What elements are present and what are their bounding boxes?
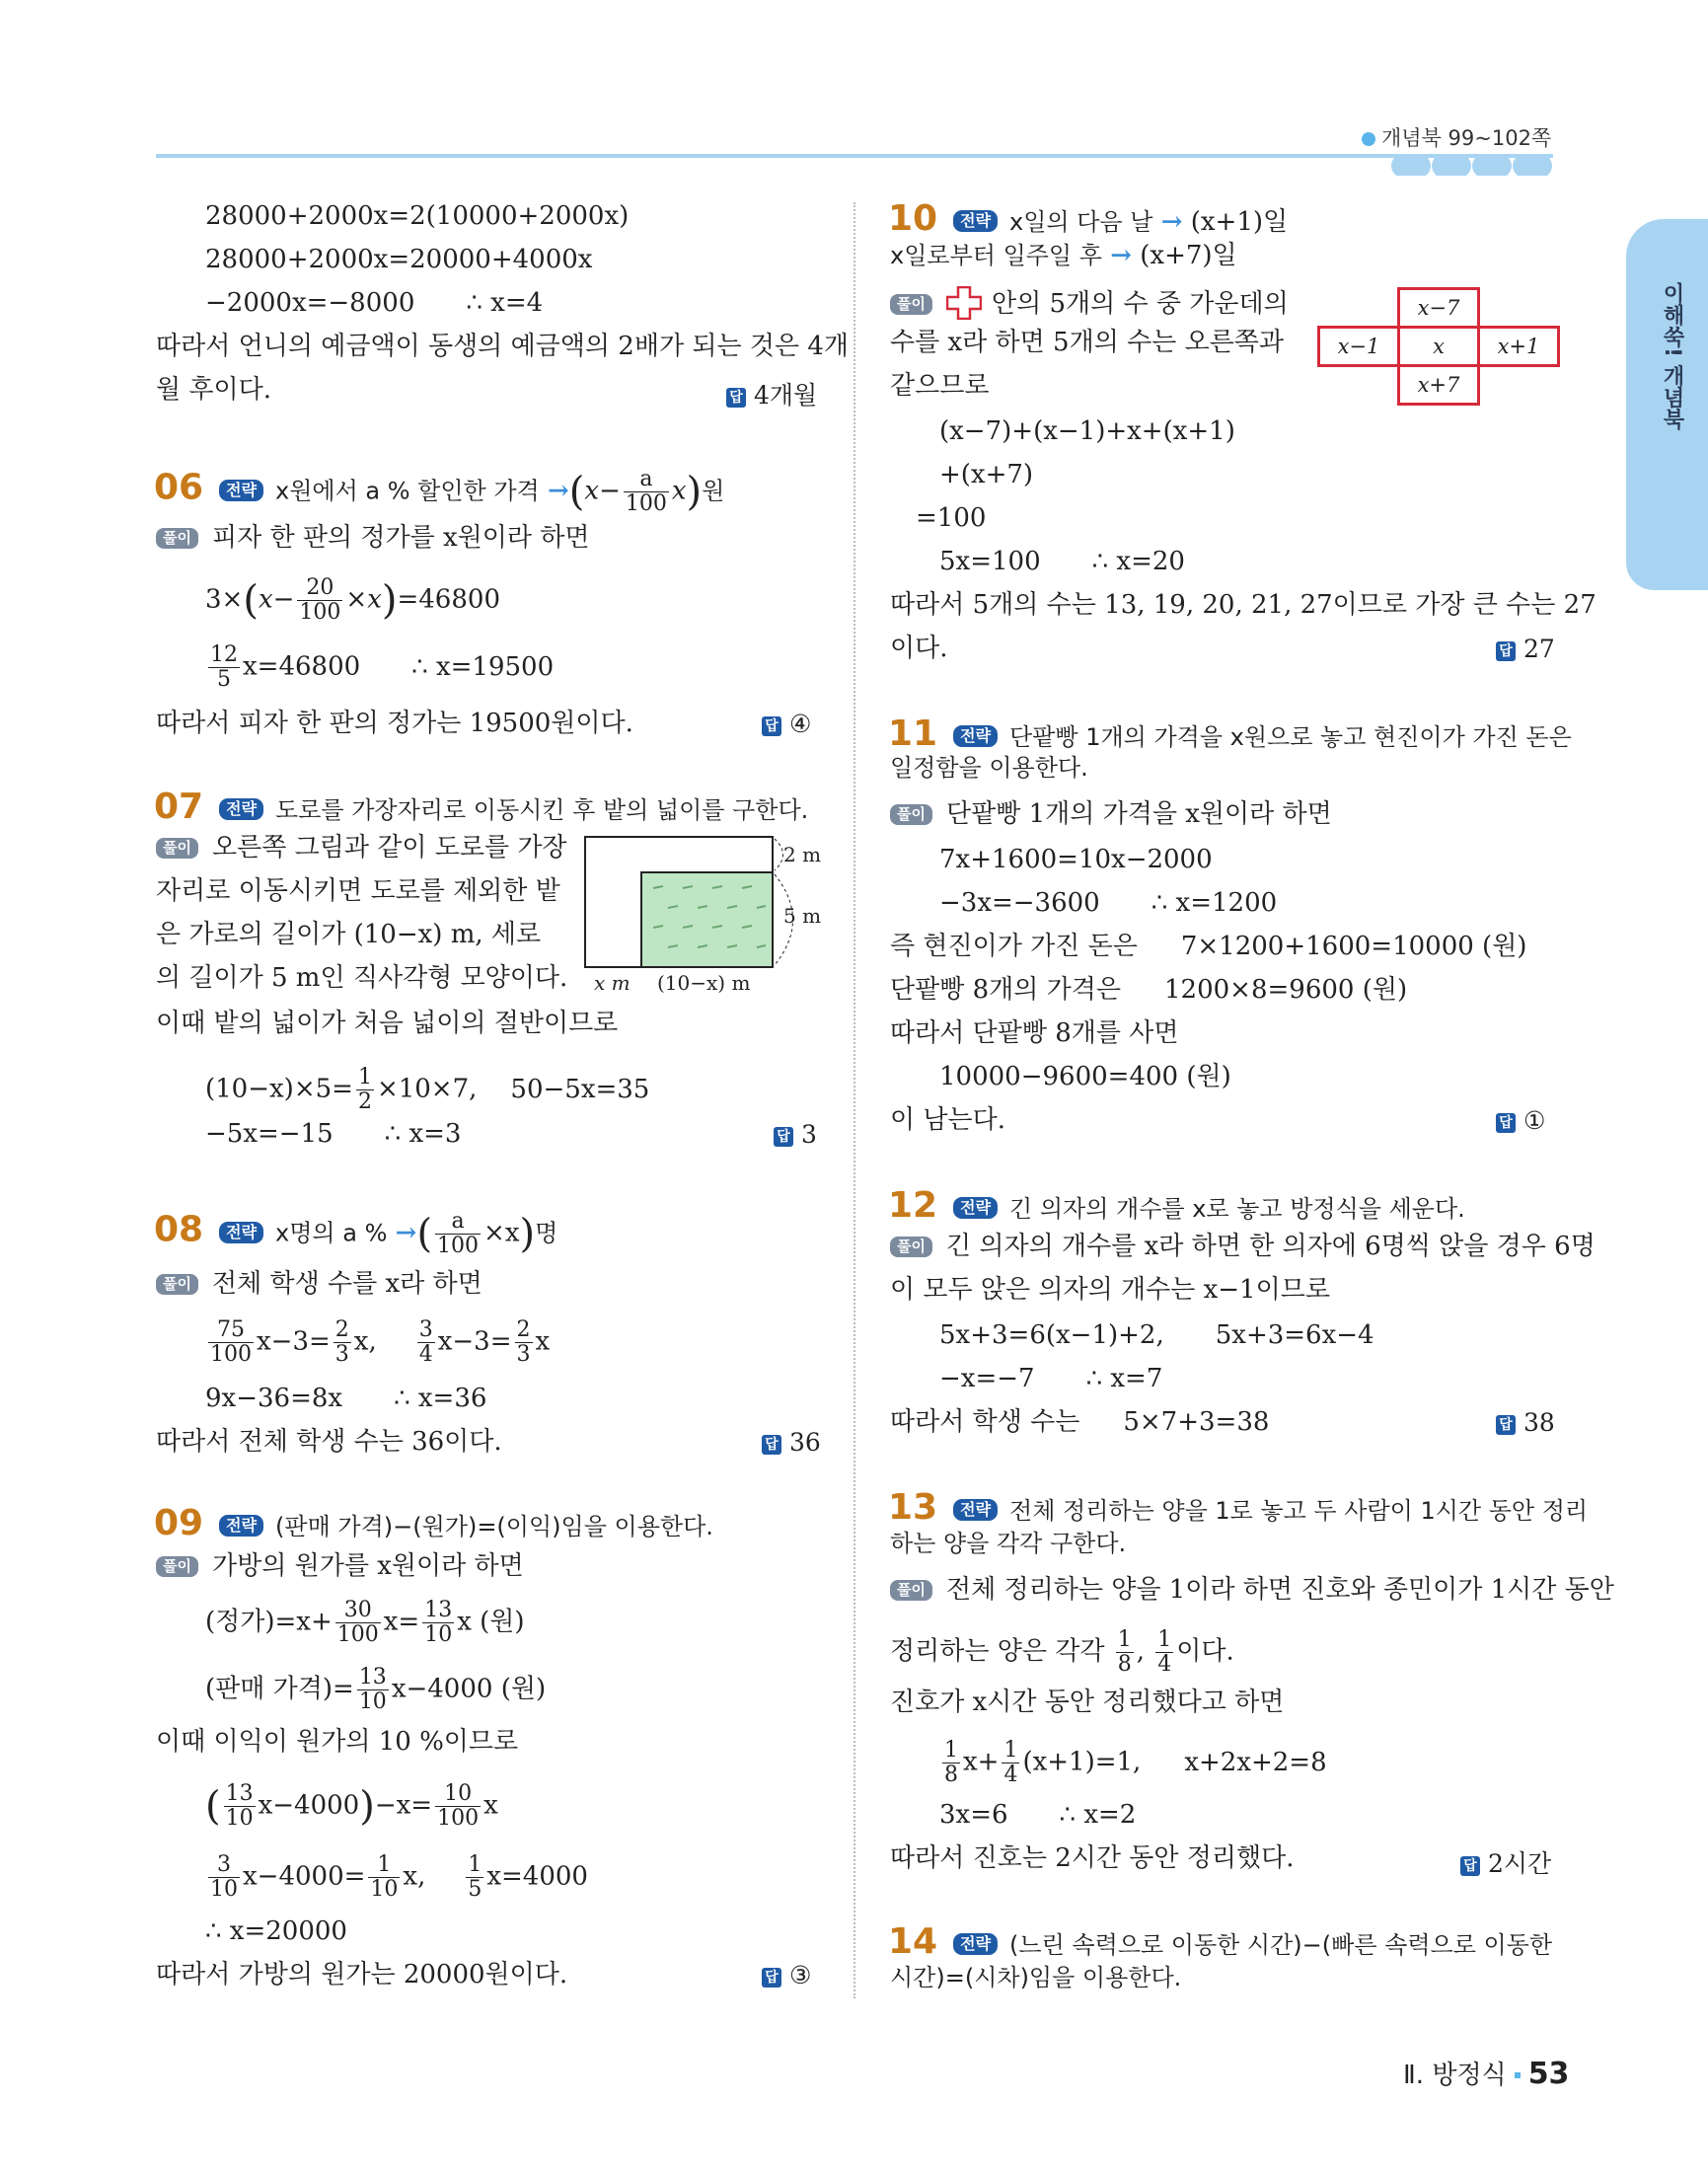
solution: 풀이 긴 의자의 개수를 x라 하면 한 의자에 6명씩 앉을 경우 6명 xyxy=(890,1234,1596,1259)
answer-badge-icon: 답 xyxy=(1496,1113,1516,1133)
calendar-cross-grid xyxy=(1317,287,1560,406)
eq-line: 9x−36=8x ∴ x=36 xyxy=(205,1384,487,1413)
eq-line: $\frac{12}{5}$ x=46800 ∴ x=19500 xyxy=(210,642,555,693)
conclusion: 따라서 전체 학생 수는 36이다. xyxy=(156,1427,502,1457)
eq-line: 3×(x− $\frac{20}{100}$ ×x)=46800 xyxy=(205,575,500,626)
eq-line: (10−x)×5= $\frac{1}{2}$ ×10×7, 50−5x=35 xyxy=(205,1065,650,1115)
fig-label: 5 m xyxy=(783,904,822,928)
text-line: 월 후이다. xyxy=(156,375,271,405)
fig-label: 2 m xyxy=(783,843,822,866)
arrow-icon: → xyxy=(1160,207,1183,237)
arrow-icon: → xyxy=(395,1218,417,1248)
problem-09-heading: 09 전략 (판매 가격)−(원가)=(이익)임을 이용한다. xyxy=(154,1503,713,1543)
answer-badge-icon: 답 xyxy=(1460,1856,1480,1876)
answer: 답 36 xyxy=(762,1428,821,1457)
strategy-line: x일로부터 일주일 후 → (x+7)일 xyxy=(890,241,1237,270)
solution: 풀이 가방의 원가를 x원이라 하면 xyxy=(156,1553,524,1579)
eq-line: 28000+2000x=2(10000+2000x) xyxy=(205,201,630,231)
strategy-line: 하는 양을 각각 구한다. xyxy=(890,1530,1127,1557)
eq-line: 28000+2000x=20000+4000x xyxy=(205,245,593,274)
grid-cell: x−7 xyxy=(1399,289,1479,328)
text-line: 즉 현진이가 가진 돈은 7×1200+1600=10000 (원) xyxy=(890,932,1527,961)
arrow-icon: → xyxy=(1110,241,1132,270)
eq-line: ∴ x=20000 xyxy=(205,1916,347,1946)
eq-line: (정가)=x+ $\frac{30}{100}$ x= $\frac{13}{10}$ x (원) xyxy=(205,1598,525,1648)
strategy-line: 일정함을 이용한다. xyxy=(890,754,1088,782)
conclusion: 따라서 가방의 원가는 20000원이다. xyxy=(156,1960,568,1989)
answer: 답 ④ xyxy=(762,710,811,738)
eq-line: 5x=100 ∴ x=20 xyxy=(939,547,1185,576)
column-divider xyxy=(854,202,855,1998)
fig-label: x m xyxy=(594,971,631,995)
solution: 풀이 오른쪽 그림과 같이 도로를 가장 xyxy=(156,835,567,861)
text-line: 따라서 언니의 예금액이 동생의 예금액의 2배가 되는 것은 4개 xyxy=(156,332,849,361)
eq-line: $\frac{3}{10}$ x−4000= $\frac{1}{10}$ x, $\frac{1}{5}$ x=4000 xyxy=(210,1852,588,1903)
solution: 풀이 피자 한 판의 정가를 x원이라 하면 xyxy=(156,525,589,551)
problem-08-heading: 08 전략 x명의 a % →( $\frac{a}{100}$ ×x)명 xyxy=(154,1209,558,1259)
solution: 풀이 전체 학생 수를 x라 하면 xyxy=(156,1271,483,1297)
eq-line: ( $\frac{13}{10}$ x−4000)−x= $\frac{10}{100}$ x xyxy=(205,1781,498,1832)
text-line: 정리하는 양은 각각 $\frac{1}{8}$ , $\frac{1}{4}$ 이다. xyxy=(890,1627,1234,1678)
grid-cell: x xyxy=(1399,328,1479,366)
side-tab-label: 이해쑥! 개념북 xyxy=(1660,282,1684,430)
eq-line: +(x+7) xyxy=(939,460,1034,489)
eq-line: 3x=6 ∴ x=2 xyxy=(939,1800,1137,1830)
eq-line: −x=−7 ∴ x=7 xyxy=(939,1364,1163,1393)
problem-14-heading: 14 전략 (느린 속력으로 이동한 시간)−(빠른 속력으로 이동한 xyxy=(888,1921,1553,1962)
eq-line: (판매 가격)= $\frac{13}{10}$ x−4000 (원) xyxy=(205,1665,547,1715)
conclusion: 따라서 진호는 2시간 동안 정리했다. xyxy=(890,1843,1295,1873)
answer: 답 ③ xyxy=(762,1961,811,1989)
eq-line: $\frac{75}{100}$ x−3= $\frac{2}{3}$ x, $\frac{3}{4}$ x−3= $\frac{2}{3}$ x xyxy=(210,1317,551,1368)
answer-badge-icon: 답 xyxy=(762,1435,781,1455)
eq-line: −3x=−3600 ∴ x=1200 xyxy=(939,888,1278,918)
answer: 답 27 xyxy=(1496,635,1555,663)
eq-line: =100 xyxy=(916,503,987,533)
grid-cell: x−1 xyxy=(1319,328,1399,366)
answer-badge-icon: 답 xyxy=(774,1127,793,1147)
eq-line: −5x=−15 ∴ x=3 xyxy=(205,1119,462,1149)
eq-line: (x−7)+(x−1)+x+(x+1) xyxy=(939,416,1235,446)
answer-badge-icon: 답 xyxy=(1496,641,1516,661)
answer-badge-icon: 답 xyxy=(726,388,746,408)
answer-badge-icon: 답 xyxy=(1496,1415,1516,1435)
conclusion: 따라서 피자 한 판의 정가는 19500원이다. xyxy=(156,709,633,738)
text-line: 이 남는다. xyxy=(890,1105,1005,1135)
page-footer: Ⅱ. 방정식 53 xyxy=(1403,2057,1570,2091)
eq-line: −2000x=−8000 ∴ x=4 xyxy=(205,288,544,318)
problem-07-heading: 07 전략 도로를 가장자리로 이동시킨 후 밭의 넓이를 구한다. xyxy=(154,787,809,827)
conclusion: 따라서 5개의 수는 13, 19, 20, 21, 27이므로 가장 큰 수는 27 xyxy=(890,590,1597,620)
answer-badge-icon: 답 xyxy=(762,1968,781,1988)
answer: 답 38 xyxy=(1496,1408,1555,1437)
conclusion: 따라서 학생 수는 5×7+3=38 xyxy=(890,1407,1270,1437)
page-reference: 개념북 99~102쪽 xyxy=(1362,122,1551,152)
answer: 답 3 xyxy=(774,1120,817,1149)
eq-line: 10000−9600=400 (원) xyxy=(939,1062,1231,1091)
text-line: 자리로 이동시키면 도로를 제외한 밭 xyxy=(156,876,560,906)
answer: 답 4개월 xyxy=(726,376,817,412)
eq-line: 7x+1600=10x−2000 xyxy=(939,845,1213,874)
answer: 답 ① xyxy=(1496,1106,1545,1135)
solution: 풀이 단팥빵 1개의 가격을 x원이라 하면 xyxy=(890,801,1332,827)
bullet-dot-icon xyxy=(1362,132,1375,146)
text-line: 이 모두 앉은 의자의 개수는 x−1이므로 xyxy=(890,1275,1330,1305)
problem-10-heading: 10 전략 x일의 다음 날 → (x+1)일 xyxy=(888,198,1289,239)
header-wave-decoration xyxy=(1391,158,1553,176)
eq-line: $\frac{1}{8}$ x+ $\frac{1}{4}$ (x+1)=1, x+2x+2=8 xyxy=(944,1738,1327,1788)
header-rule xyxy=(156,154,1553,158)
answer: 답 2시간 xyxy=(1460,1844,1551,1880)
problem-11-heading: 11 전략 단팥빵 1개의 가격을 x원으로 놓고 현진이가 가진 돈은 xyxy=(888,713,1572,754)
arrow-icon: → xyxy=(548,476,569,506)
answer-badge-icon: 답 xyxy=(762,716,781,736)
solution: 풀이 안의 5개의 수 중 가운데의 xyxy=(890,286,1289,320)
separator-square-icon xyxy=(1515,2072,1521,2078)
text-line: 따라서 단팥빵 8개를 사면 xyxy=(890,1018,1179,1048)
text-line: 의 길이가 5 m인 직사각형 모양이다. xyxy=(156,963,568,993)
problem-06-heading: 06 전략 x원에서 a % 할인한 가격 →(x− $\frac{a}{100}$ x)원 xyxy=(154,467,725,517)
solution: 풀이 전체 정리하는 양을 1이라 하면 진호와 종민이가 1시간 동안 xyxy=(890,1577,1614,1603)
fig-label: (10−x) m xyxy=(657,971,751,995)
text-line: 이때 밭의 넓이가 처음 넓이의 절반이므로 xyxy=(156,1009,619,1038)
grid-cell: x+1 xyxy=(1479,328,1559,366)
strategy-line: 시간)=(시차)임을 이용한다. xyxy=(890,1964,1182,1991)
text-line: 수를 x라 하면 5개의 수는 오른쪽과 xyxy=(890,328,1285,357)
grid-cell: x+7 xyxy=(1399,366,1479,405)
cross-shape-icon xyxy=(946,286,982,320)
problem-13-heading: 13 전략 전체 정리하는 양을 1로 놓고 두 사람이 1시간 동안 정리 xyxy=(888,1487,1589,1528)
text-line: 단팥빵 8개의 가격은 1200×8=9600 (원) xyxy=(890,975,1408,1005)
problem-12-heading: 12 전략 긴 의자의 개수를 x로 놓고 방정식을 세운다. xyxy=(888,1185,1465,1226)
text-line: 같으므로 xyxy=(890,371,990,401)
text-line: 이다. xyxy=(890,634,948,663)
text-line: 진호가 x시간 동안 정리했다고 하면 xyxy=(890,1688,1285,1717)
page-number: 53 xyxy=(1527,2057,1570,2091)
eq-line: 5x+3=6(x−1)+2, 5x+3=6x−4 xyxy=(939,1320,1374,1350)
text-line: 이때 이익이 원가의 10 %이므로 xyxy=(156,1727,519,1757)
text-line: 은 가로의 길이가 (10−x) m, 세로 xyxy=(156,920,542,949)
